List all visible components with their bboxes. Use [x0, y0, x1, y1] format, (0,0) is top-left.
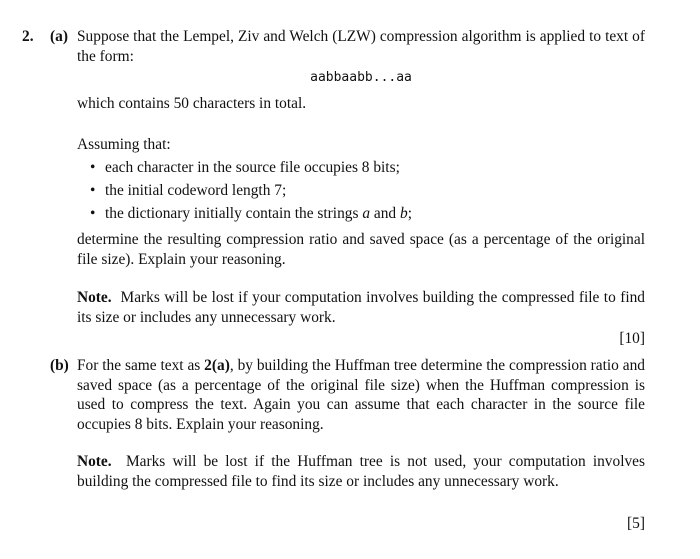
part-b-note — [77, 452, 645, 491]
note-text: Marks will be lost if your computation involves building the compressed file to find its size or includes any unnecessary work. — [77, 289, 645, 326]
question-number: 2. — [22, 28, 34, 45]
part-b-marks: [5] — [627, 515, 645, 532]
assuming-label: Assuming that: — [77, 136, 171, 153]
part-a-marks: [10] — [619, 330, 645, 347]
part-a-task: determine the resulting compression ratio and saved space (as a percentage of the original file size). Explain your reasoning. — [77, 231, 645, 268]
note-text: Marks will be lost if the Huffman tree is not used, your computation involves building the compressed file to find its size or includes any unnecessary work. — [77, 453, 645, 490]
note-label: Note. — [77, 289, 112, 306]
part-b-label: (b) — [50, 357, 69, 374]
part-b-text: For the same text as 2(a), by building the Huffman tree determine the compression ratio and saved space (as a percentage of the original file size) when the Huffman compression is used to compress the text. Again you can assume that each character in the source file occupies 8 bits. Explain your reasoning. — [77, 357, 645, 433]
part-a-note — [77, 288, 645, 327]
list-item: • the initial codeword length 7; — [77, 181, 645, 204]
part-a-label: (a) — [50, 28, 68, 45]
chars-note: which contains 50 characters in total. — [77, 95, 307, 112]
assumption-list — [77, 158, 645, 227]
sample-text: aabbaabb...aa — [310, 70, 412, 85]
note-label: Note. — [77, 453, 112, 470]
part-ref: 2(a) — [204, 357, 230, 374]
list-item: • each character in the source file occupies 8 bits; — [77, 158, 645, 181]
part-a-intro: Suppose that the Lempel, Ziv and Welch (LZW) compression algorithm is applied to text of the form: — [77, 28, 645, 65]
list-item: • the dictionary initially contain the strings a and b; — [77, 204, 645, 227]
